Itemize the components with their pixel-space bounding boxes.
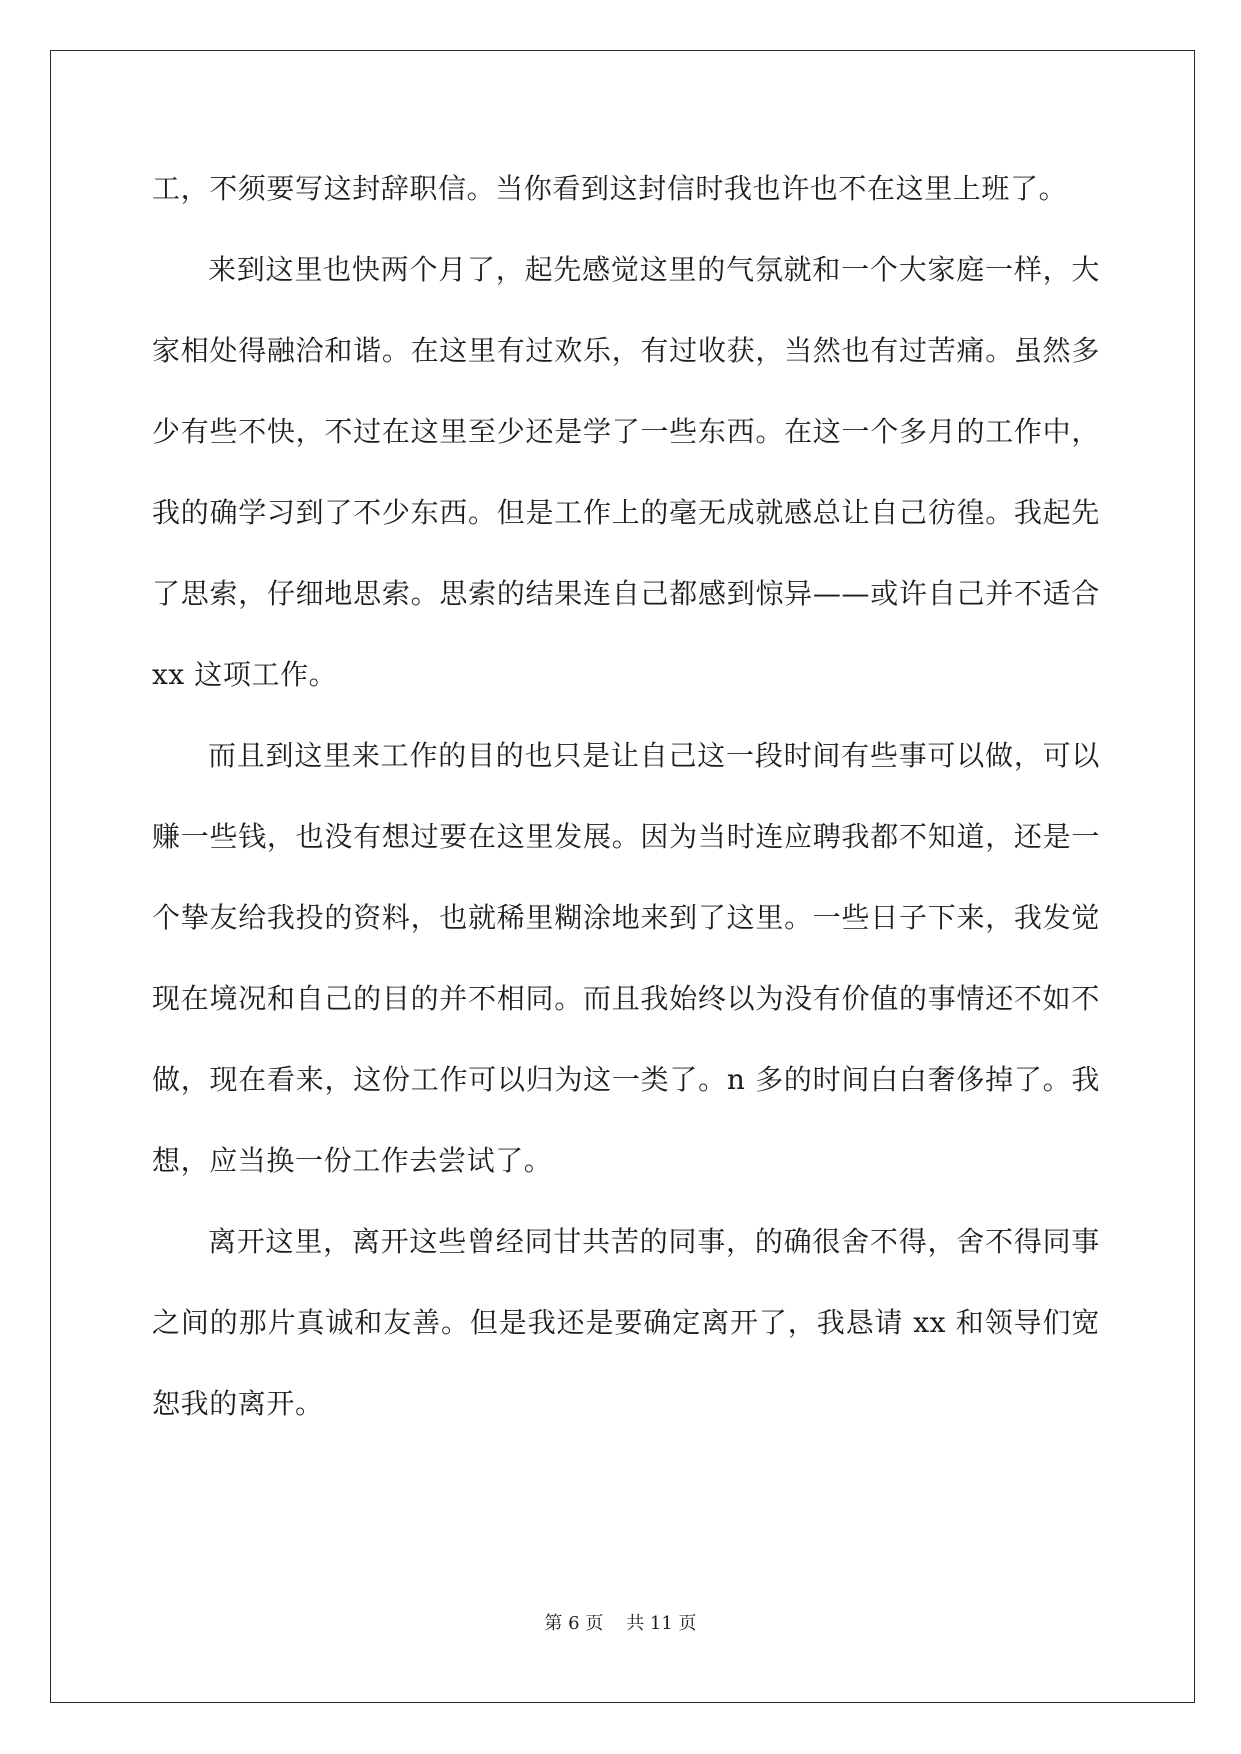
paragraph-4: 离开这里，离开这些曾经同甘共苦的同事，的确很舍不得，舍不得同事之间的那片真诚和友善。但是我还是要确定离开了，我恳请 xx 和领导们宽恕我的离开。: [152, 1225, 1100, 1420]
paragraph-3: 而且到这里来工作的目的也只是让自己这一段时间有些事可以做，可以赚一些钱，也没有想过要在这里发展。因为当时连应聘我都不知道，还是一个挚友给我投的资料，也就稀里糊涂地来到了这里。一些日子下来，我发觉现在境况和自己的目的并不相同。而且我始终以为没有价值的事情还不如不做，现在看来，这份工作可以归为这一类了。n 多的时间白白奢侈掉了。我想，应当换一份工作去尝试了。: [152, 739, 1100, 1177]
paragraph-2: 来到这里也快两个月了，起先感觉这里的气氛就和一个大家庭一样，大家相处得融洽和谐。在这里有过欢乐，有过收获，当然也有过苦痛。虽然多少有些不快，不过在这里至少还是学了一些东西。在这一个多月的工作中，我的确学习到了不少东西。但是工作上的毫无成就感总让自己彷徨。我起先了思索，仔细地思索。思索的结果连自己都感到惊异——或许自己并不适合 xx 这项工作。: [152, 253, 1100, 691]
page-number-footer: 第 6 页 共 11 页: [544, 1613, 697, 1634]
paragraph-1: 工，不须要写这封辞职信。当你看到这封信时我也许也不在这里上班了。: [152, 172, 1068, 205]
document-body: [152, 148, 1100, 1444]
